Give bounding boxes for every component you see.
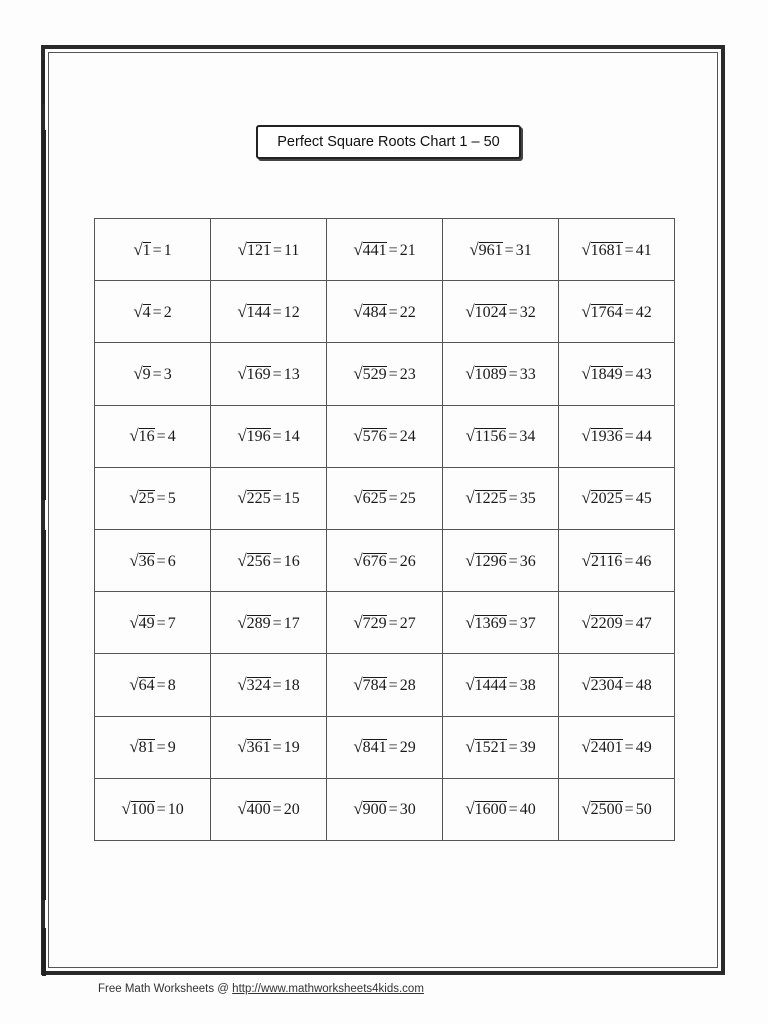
equals-sign: = — [508, 552, 518, 570]
radicand: 100 — [130, 801, 155, 819]
table-cell — [211, 778, 327, 840]
root-value: 35 — [519, 490, 536, 508]
root-value: 31 — [515, 241, 532, 259]
radical-symbol: √ — [237, 426, 247, 446]
root-value: 6 — [167, 552, 176, 570]
root-value: 15 — [283, 490, 300, 508]
root-value: 24 — [399, 428, 416, 446]
radical-symbol: √ — [353, 612, 363, 632]
root-value: 7 — [167, 614, 176, 632]
equals-sign: = — [272, 739, 282, 757]
table-row — [95, 592, 675, 654]
radicand: 25 — [138, 490, 155, 508]
root-value: 2 — [163, 303, 172, 321]
table-cell — [443, 529, 559, 591]
table-row — [95, 219, 675, 281]
table-cell — [211, 281, 327, 343]
table-cell — [327, 405, 443, 467]
equals-sign: = — [388, 365, 398, 383]
table-cell — [211, 654, 327, 716]
table-cell — [443, 467, 559, 529]
equals-sign: = — [624, 303, 634, 321]
equals-sign: = — [388, 241, 398, 259]
equals-sign: = — [152, 365, 162, 383]
equals-sign: = — [156, 614, 166, 632]
table-cell — [559, 343, 675, 405]
radical-symbol: √ — [465, 737, 475, 757]
equals-sign: = — [508, 614, 518, 632]
table-row — [95, 778, 675, 840]
table-cell — [95, 219, 211, 281]
table-row — [95, 405, 675, 467]
table-cell — [211, 343, 327, 405]
radicand: 196 — [246, 428, 271, 446]
radicand: 361 — [246, 739, 271, 757]
equals-sign: = — [508, 428, 518, 446]
equals-sign: = — [388, 801, 398, 819]
radicand: 1521 — [474, 739, 507, 757]
root-value: 47 — [635, 614, 652, 632]
root-value: 18 — [283, 676, 300, 694]
radical-symbol: √ — [121, 799, 131, 819]
table-cell — [95, 592, 211, 654]
radicand: 1156 — [474, 428, 507, 446]
scan-edge-mark — [42, 60, 45, 104]
table-cell — [443, 343, 559, 405]
radical-symbol: √ — [465, 799, 475, 819]
root-value: 33 — [519, 365, 536, 383]
equals-sign: = — [504, 241, 514, 259]
equals-sign: = — [624, 428, 634, 446]
table-cell — [327, 529, 443, 591]
radicand: 121 — [246, 241, 271, 259]
equals-sign: = — [272, 428, 282, 446]
equals-sign: = — [388, 552, 398, 570]
table-row — [95, 716, 675, 778]
root-value: 20 — [283, 801, 300, 819]
radicand: 400 — [246, 801, 271, 819]
radicand: 256 — [246, 552, 271, 570]
radical-symbol: √ — [469, 239, 479, 259]
radical-symbol: √ — [133, 239, 143, 259]
radicand: 841 — [362, 739, 387, 757]
radicand: 169 — [246, 365, 271, 383]
radicand: 64 — [138, 676, 155, 694]
radical-symbol: √ — [237, 737, 247, 757]
equals-sign: = — [272, 490, 282, 508]
radicand: 2025 — [590, 490, 623, 508]
equals-sign: = — [508, 303, 518, 321]
radicand: 1849 — [590, 365, 623, 383]
equals-sign: = — [272, 241, 282, 259]
root-value: 12 — [283, 303, 300, 321]
radical-symbol: √ — [353, 488, 363, 508]
table-cell — [559, 219, 675, 281]
radicand: 2209 — [590, 614, 623, 632]
radical-symbol: √ — [353, 799, 363, 819]
table-cell — [327, 778, 443, 840]
table-cell — [443, 778, 559, 840]
root-value: 23 — [399, 365, 416, 383]
square-roots-table — [94, 218, 675, 841]
table-cell — [443, 592, 559, 654]
radicand: 1681 — [590, 241, 623, 259]
radical-symbol: √ — [129, 488, 139, 508]
table-cell — [327, 219, 443, 281]
equals-sign: = — [624, 552, 634, 570]
equals-sign: = — [388, 428, 398, 446]
root-value: 41 — [635, 241, 652, 259]
radical-symbol: √ — [129, 737, 139, 757]
root-value: 1 — [163, 241, 172, 259]
table-cell — [211, 219, 327, 281]
radicand: 441 — [362, 241, 387, 259]
root-value: 29 — [399, 739, 416, 757]
equals-sign: = — [508, 676, 518, 694]
equals-sign: = — [624, 739, 634, 757]
root-value: 10 — [167, 801, 184, 819]
radical-symbol: √ — [129, 550, 139, 570]
radical-symbol: √ — [129, 426, 139, 446]
table-cell — [95, 654, 211, 716]
radicand: 2304 — [590, 676, 623, 694]
root-value: 48 — [635, 676, 652, 694]
equals-sign: = — [156, 676, 166, 694]
table-cell — [443, 405, 559, 467]
radical-symbol: √ — [465, 674, 475, 694]
table-cell — [443, 219, 559, 281]
root-value: 38 — [519, 676, 536, 694]
radical-symbol: √ — [133, 301, 143, 321]
equals-sign: = — [156, 490, 166, 508]
root-value: 36 — [519, 552, 536, 570]
radicand: 289 — [246, 614, 271, 632]
radical-symbol: √ — [581, 737, 591, 757]
radical-symbol: √ — [581, 674, 591, 694]
radical-symbol: √ — [465, 301, 475, 321]
table-cell — [559, 592, 675, 654]
root-value: 30 — [399, 801, 416, 819]
root-value: 17 — [283, 614, 300, 632]
radical-symbol: √ — [237, 239, 247, 259]
table-cell — [211, 529, 327, 591]
radical-symbol: √ — [465, 363, 475, 383]
radicand: 1764 — [590, 303, 623, 321]
root-value: 42 — [635, 303, 652, 321]
root-value: 46 — [635, 552, 652, 570]
equals-sign: = — [272, 552, 282, 570]
table-cell — [443, 654, 559, 716]
equals-sign: = — [388, 614, 398, 632]
radical-symbol: √ — [465, 488, 475, 508]
root-value: 4 — [167, 428, 176, 446]
radical-symbol: √ — [133, 363, 143, 383]
radical-symbol: √ — [237, 799, 247, 819]
equals-sign: = — [156, 801, 166, 819]
radical-symbol: √ — [581, 550, 591, 570]
root-value: 8 — [167, 676, 176, 694]
radical-symbol: √ — [237, 488, 247, 508]
radical-symbol: √ — [581, 488, 591, 508]
root-value: 3 — [163, 365, 172, 383]
radical-symbol: √ — [237, 363, 247, 383]
equals-sign: = — [388, 490, 398, 508]
page-title: Perfect Square Roots Chart 1 – 50 — [277, 134, 500, 150]
radical-symbol: √ — [353, 363, 363, 383]
table-cell — [559, 281, 675, 343]
title-box — [256, 125, 521, 159]
table-body — [95, 219, 675, 841]
equals-sign: = — [624, 241, 634, 259]
equals-sign: = — [152, 303, 162, 321]
table-row — [95, 467, 675, 529]
radicand: 324 — [246, 676, 271, 694]
table-cell — [559, 467, 675, 529]
scan-edge-mark — [42, 530, 46, 900]
root-value: 49 — [635, 739, 652, 757]
radical-symbol: √ — [353, 239, 363, 259]
radicand: 784 — [362, 676, 387, 694]
radical-symbol: √ — [237, 301, 247, 321]
radical-symbol: √ — [465, 426, 475, 446]
radicand: 81 — [138, 739, 155, 757]
footer-link[interactable]: http://www.mathworksheets4kids.com — [232, 983, 424, 995]
radicand: 36 — [138, 552, 155, 570]
scan-edge-mark — [42, 130, 46, 500]
radicand: 16 — [138, 428, 155, 446]
table-cell — [95, 343, 211, 405]
table-cell — [327, 467, 443, 529]
root-value: 13 — [283, 365, 300, 383]
root-value: 9 — [167, 739, 176, 757]
radicand: 729 — [362, 614, 387, 632]
radicand: 1296 — [474, 552, 507, 570]
equals-sign: = — [272, 614, 282, 632]
radicand: 2500 — [590, 801, 623, 819]
table-cell — [559, 716, 675, 778]
radicand: 576 — [362, 428, 387, 446]
root-value: 28 — [399, 676, 416, 694]
radicand: 2116 — [590, 552, 623, 570]
radicand: 625 — [362, 490, 387, 508]
table-cell — [95, 716, 211, 778]
radical-symbol: √ — [129, 612, 139, 632]
table-cell — [327, 281, 443, 343]
table-cell — [95, 529, 211, 591]
table-cell — [211, 405, 327, 467]
table-cell — [559, 529, 675, 591]
equals-sign: = — [508, 739, 518, 757]
radicand: 1089 — [474, 365, 507, 383]
root-value: 37 — [519, 614, 536, 632]
equals-sign: = — [272, 303, 282, 321]
radicand: 2401 — [590, 739, 623, 757]
equals-sign: = — [156, 552, 166, 570]
table-cell — [95, 281, 211, 343]
table-cell — [559, 405, 675, 467]
table-row — [95, 529, 675, 591]
radical-symbol: √ — [581, 799, 591, 819]
table-cell — [211, 716, 327, 778]
radical-symbol: √ — [129, 674, 139, 694]
radical-symbol: √ — [465, 550, 475, 570]
radicand: 1 — [142, 241, 151, 259]
radical-symbol: √ — [353, 301, 363, 321]
root-value: 22 — [399, 303, 416, 321]
equals-sign: = — [508, 365, 518, 383]
radical-symbol: √ — [465, 612, 475, 632]
table-cell — [95, 778, 211, 840]
equals-sign: = — [272, 676, 282, 694]
radical-symbol: √ — [353, 426, 363, 446]
equals-sign: = — [156, 428, 166, 446]
radical-symbol: √ — [237, 550, 247, 570]
equals-sign: = — [388, 739, 398, 757]
radicand: 225 — [246, 490, 271, 508]
root-value: 40 — [519, 801, 536, 819]
footer — [98, 983, 424, 995]
radical-symbol: √ — [581, 612, 591, 632]
table-cell — [559, 654, 675, 716]
radical-symbol: √ — [581, 363, 591, 383]
root-value: 26 — [399, 552, 416, 570]
root-value: 16 — [283, 552, 300, 570]
equals-sign: = — [508, 490, 518, 508]
equals-sign: = — [272, 801, 282, 819]
radicand: 1369 — [474, 614, 507, 632]
table-cell — [443, 716, 559, 778]
radical-symbol: √ — [353, 674, 363, 694]
equals-sign: = — [388, 676, 398, 694]
equals-sign: = — [624, 614, 634, 632]
root-value: 45 — [635, 490, 652, 508]
root-value: 39 — [519, 739, 536, 757]
root-value: 50 — [635, 801, 652, 819]
equals-sign: = — [388, 303, 398, 321]
root-value: 19 — [283, 739, 300, 757]
table-cell — [95, 405, 211, 467]
radicand: 900 — [362, 801, 387, 819]
equals-sign: = — [624, 490, 634, 508]
radicand: 4 — [142, 303, 151, 321]
table-row — [95, 654, 675, 716]
radical-symbol: √ — [353, 550, 363, 570]
radical-symbol: √ — [237, 674, 247, 694]
radicand: 1444 — [474, 676, 507, 694]
root-value: 44 — [635, 428, 652, 446]
equals-sign: = — [624, 801, 634, 819]
root-value: 5 — [167, 490, 176, 508]
table-cell — [211, 592, 327, 654]
root-value: 27 — [399, 614, 416, 632]
equals-sign: = — [156, 739, 166, 757]
root-value: 43 — [635, 365, 652, 383]
radicand: 484 — [362, 303, 387, 321]
table-cell — [559, 778, 675, 840]
table-cell — [211, 467, 327, 529]
radicand: 1936 — [590, 428, 623, 446]
table-cell — [443, 281, 559, 343]
radicand: 676 — [362, 552, 387, 570]
radicand: 1600 — [474, 801, 507, 819]
equals-sign: = — [624, 676, 634, 694]
radical-symbol: √ — [581, 426, 591, 446]
scan-edge-mark — [42, 928, 46, 976]
table-cell — [327, 592, 443, 654]
table-cell — [327, 654, 443, 716]
radical-symbol: √ — [237, 612, 247, 632]
table-row — [95, 281, 675, 343]
equals-sign: = — [508, 801, 518, 819]
radical-symbol: √ — [353, 737, 363, 757]
root-value: 14 — [283, 428, 300, 446]
radicand: 49 — [138, 614, 155, 632]
radicand: 144 — [246, 303, 271, 321]
equals-sign: = — [624, 365, 634, 383]
radicand: 9 — [142, 365, 151, 383]
root-value: 11 — [283, 241, 300, 259]
radicand: 1225 — [474, 490, 507, 508]
radicand: 961 — [478, 241, 503, 259]
footer-prefix: Free Math Worksheets @ — [98, 983, 233, 995]
radicand: 1024 — [474, 303, 507, 321]
equals-sign: = — [152, 241, 162, 259]
root-value: 21 — [399, 241, 416, 259]
radical-symbol: √ — [581, 239, 591, 259]
table-row — [95, 343, 675, 405]
table-cell — [327, 343, 443, 405]
root-value: 32 — [519, 303, 536, 321]
radicand: 529 — [362, 365, 387, 383]
table-cell — [327, 716, 443, 778]
equals-sign: = — [272, 365, 282, 383]
root-value: 34 — [519, 428, 536, 446]
root-value: 25 — [399, 490, 416, 508]
radical-symbol: √ — [581, 301, 591, 321]
table-cell — [95, 467, 211, 529]
